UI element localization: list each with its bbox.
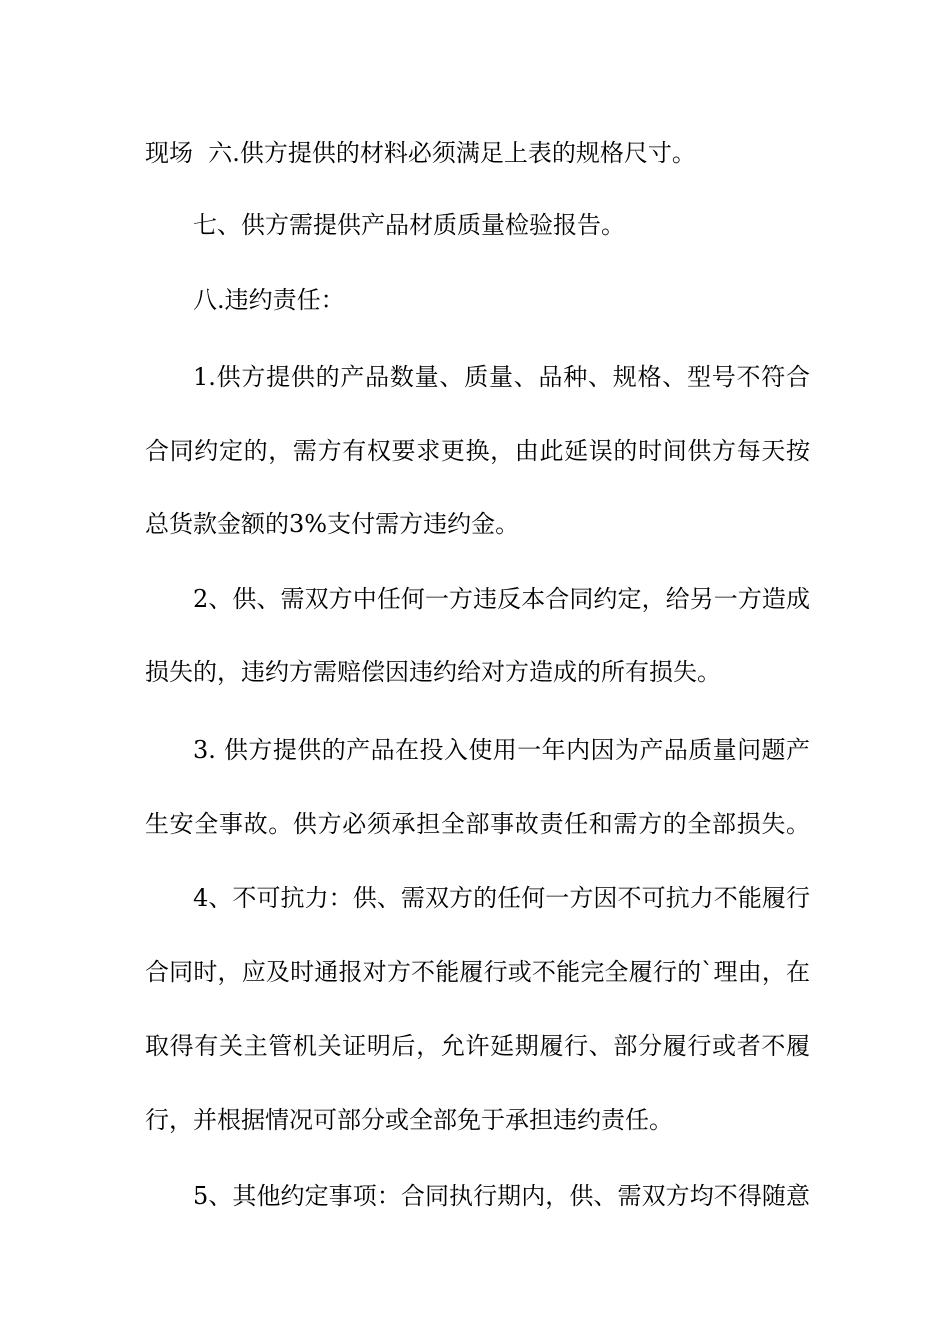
text-line: 七、供方需提供产品材质质量检验报告。 [193, 211, 625, 239]
text-line: 5、其他约定事项：合同执行期内，供、需双方均不得随意 [193, 1182, 810, 1210]
text-line: 损失的，违约方需赔偿因违约给对方造成的所有损失。 [145, 658, 721, 686]
text-line: 4、不可抗力：供、需双方的任何一方因不可抗力不能履行 [193, 884, 810, 912]
text-line: 合同时，应及时通报对方不能履行或不能完全履行的`理由，在 [145, 958, 810, 986]
text-line: 2、供、需双方中任何一方违反本合同约定，给另一方造成 [193, 585, 810, 613]
text-line: 1.供方提供的产品数量、质量、品种、规格、型号不符合 [193, 363, 810, 391]
text-line: 现场 六.供方提供的材料必须满足上表的规格尺寸。 [145, 139, 696, 167]
text-line: 合同约定的，需方有权要求更换，由此延误的时间供方每天按 [145, 437, 810, 465]
text-line: 行，并根据情况可部分或全部免于承担违约责任。 [145, 1106, 673, 1134]
text-line: 3. 供方提供的产品在投入使用一年内因为产品质量问题产 [193, 736, 810, 764]
text-line: 八.违约责任： [193, 286, 345, 314]
text-line: 生安全事故。供方必须承担全部事故责任和需方的全部损失。 [145, 810, 810, 838]
text-line: 取得有关主管机关证明后，允许延期履行、部分履行或者不履 [145, 1032, 810, 1060]
text-line: 总货款金额的3%支付需方违约金。 [145, 510, 520, 538]
